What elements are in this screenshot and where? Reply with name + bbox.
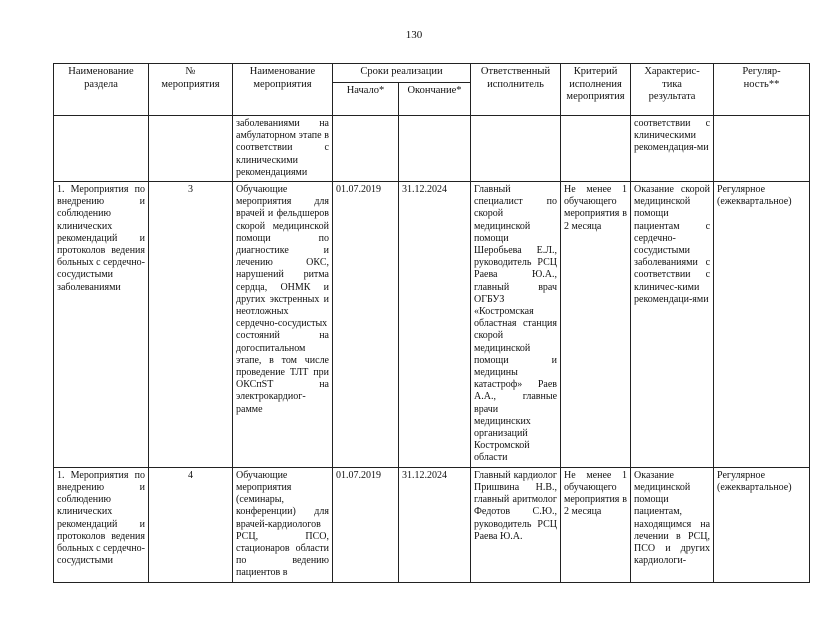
cell-number: 3	[149, 182, 233, 468]
header-section: Наименование раздела	[54, 64, 149, 116]
activities-table	[53, 63, 810, 583]
cell-number	[149, 116, 233, 182]
cell-criterion	[561, 116, 631, 182]
page-number: 130	[405, 29, 423, 41]
cell-executor: Главный кардиолог Пришвина Н.В., главный аритмолог Федотов С.Ю., руководитель РСЦ Раева Ю.А.	[471, 467, 561, 582]
cell-section	[54, 116, 149, 182]
header-regularity: Регуляр- ность**	[714, 64, 810, 116]
header-end: Окончание*	[399, 83, 471, 116]
cell-executor	[471, 116, 561, 182]
cell-start: 01.07.2019	[333, 467, 399, 582]
cell-regularity	[714, 116, 810, 182]
header-start: Начало*	[333, 83, 399, 116]
cell-criterion: Не менее 1 обучающего мероприятия в 2 месяца	[561, 467, 631, 582]
cell-number: 4	[149, 467, 233, 582]
cell-start	[333, 116, 399, 182]
cell-result: Оказание медицинской помощи пациентам, находящимся на лечении в РСЦ, ПСО и других кардиологи-	[631, 467, 714, 582]
table-row	[54, 467, 810, 582]
header-executor: Ответственный исполнитель	[471, 64, 561, 116]
cell-end	[399, 116, 471, 182]
table-row	[54, 116, 810, 182]
header-result: Характерис- тика результата	[631, 64, 714, 116]
cell-result: Оказание скорой медицинской помощи пациентам с сердечно-сосудистыми заболеваниями с соответствии с клиничес-кими рекомендаци-ями	[631, 182, 714, 468]
header-criterion: Критерий исполнения мероприятия	[561, 64, 631, 116]
cell-activity: Обучающие мероприятия (семинары, конференции) для врачей-кардиологов РСЦ, ПСО, стационаров области по ведению пациентов в	[233, 467, 333, 582]
cell-activity: заболеваниями на амбулаторном этапе в соответствии с клиническими рекомендациями	[233, 116, 333, 182]
table-header	[54, 64, 810, 116]
cell-end: 31.12.2024	[399, 182, 471, 468]
cell-executor: Главный специалист по скорой медицинской помощи Шеробьева Е.Л., руководитель РСЦ Раева Ю.А., главный врач ОГБУЗ «Костромская областная станция скорой медицинской помощи и медицины катастроф» Раев А.А., главные врачи медицинских организаций Костромской области	[471, 182, 561, 468]
cell-end: 31.12.2024	[399, 467, 471, 582]
header-timing: Сроки реализации	[333, 64, 471, 83]
cell-activity: Обучающие мероприятия для врачей и фельдшеров скорой медицинской помощи по диагностике и лечению ОКС, нарушений ритма сердца, ОНМК и других экстренных и неотложных сердечно-сосудистых состояний на догоспитальном этапе, в том числе проведение ТЛТ при ОКСпST на электрокардиог-рамме	[233, 182, 333, 468]
cell-section: 1. Мероприятия по внедрению и соблюдению клинических рекомендаций и протоколов ведения больных с сердечно-сосудистыми заболеваниями	[54, 182, 149, 468]
cell-result: соответствии с клиническими рекомендация-ми	[631, 116, 714, 182]
cell-criterion: Не менее 1 обучающего мероприятия в 2 месяца	[561, 182, 631, 468]
table-row	[54, 182, 810, 468]
header-number: № мероприятия	[149, 64, 233, 116]
cell-section: 1. Мероприятия по внедрению и соблюдению клинических рекомендаций и протоколов ведения больных с сердечно-сосудистыми	[54, 467, 149, 582]
cell-start: 01.07.2019	[333, 182, 399, 468]
header-activity: Наименование мероприятия	[233, 64, 333, 116]
cell-regularity: Регулярное (ежеквартальное)	[714, 467, 810, 582]
cell-regularity: Регулярное (ежеквартальное)	[714, 182, 810, 468]
